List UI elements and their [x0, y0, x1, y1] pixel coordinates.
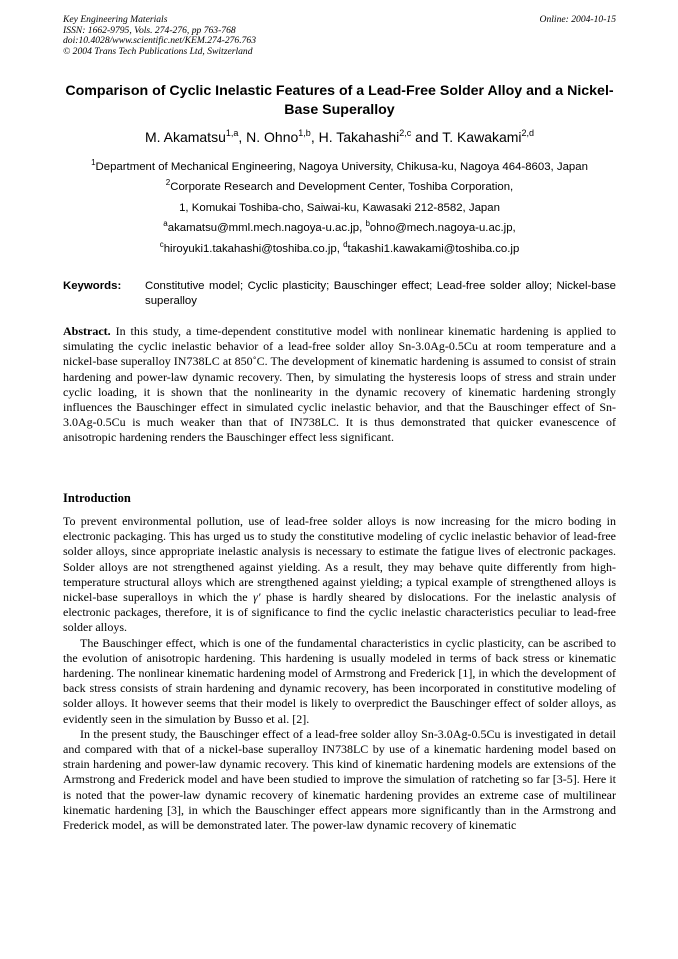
affiliation-mark: 2 [165, 178, 171, 188]
author-name: M. Akamatsu [144, 129, 226, 145]
paragraph-text: To prevent environmental pollution, use of lead-free solder alloys is now increasing for the micro boding in electronic packaging. This has urged us to study the constitutive modeling of cyclic inelastic behavior of lead-free solder alloys, since appropriate inelastic analysis is necessary to estimate the fatigue lives of electronic packages. Solder alloys are not strengthened against yielding. As a result, they may behave quite differently from high-temperature structural alloys which are strengthened against yielding; a typical example of strengthened alloys is nickel-base superalloys in which the [63, 514, 616, 605]
keywords-text: Constitutive model; Cyclic plasticity; Bauschinger effect; Lead-free solder alloy; Nickel-base superalloy [145, 280, 616, 307]
affiliation-1 [63, 157, 616, 177]
author-name: N. Ohno [246, 129, 299, 145]
email-mark: d [343, 239, 348, 249]
email-link[interactable]: akamatsu@mml.mech.nagoya-u.ac.jp, [167, 222, 366, 235]
author-affiliation-mark: 1,b [298, 128, 311, 138]
author-separator: , [238, 129, 247, 145]
affiliation-2 [63, 177, 616, 197]
abstract-label: Abstract. [63, 324, 111, 338]
introduction-heading: Introduction [63, 491, 131, 505]
introduction-body [63, 514, 616, 833]
email-line-2 [63, 239, 616, 259]
author-name: T. Kawakami [442, 129, 522, 145]
doi-line: doi:10.4028/www.scientific.net/KEM.274-276.763 [63, 35, 257, 47]
journal-header [63, 15, 616, 57]
abstract-text: In this study, a time-dependent constitutive model with nonlinear kinematic hardening is applied to simulating the cyclic inelastic behavior of a lead-free solder alloy Sn-3.0Ag-0.5Cu at room temperature and a nickel-base superalloy IN738LC at 850˚C. The development of kinematic hardening is assumed to consist of strain hardening and power-law dynamic recovery. Then, by simulating the hysteresis loops of stress and strain under cyclic loading, it is shown that the nonlinearity in the dynamic recovery of kinematic hardening strongly influences the Bauschinger effect in simulated cyclic inelastic behavior, and that the Bauschinger effect of Sn-3.0Ag-0.5Cu is much weaker than that of IN738LC. It is thus demonstrated that quicker evanescence of anisotropic hardening renders the Bauschinger effect less significant. [63, 324, 616, 445]
author-affiliation-mark: 1,a [225, 128, 239, 138]
affiliations [63, 157, 616, 259]
affiliation-mark: 1 [91, 158, 96, 167]
email-link[interactable]: ohno@mech.nagoya-u.ac.jp, [369, 222, 516, 235]
email-mark: a [163, 219, 168, 229]
author-affiliation-mark: 2,c [399, 128, 412, 138]
email-line-1 [63, 218, 616, 238]
paragraph: In the present study, the Bauschinger effect of a lead-free solder alloy Sn-3.0Ag-0.5Cu is investigated in detail and compared with that of a nickel-base superalloy IN738LC by use of a kinematic hardening model based on strain hardening and power-law dynamic recovery. This kind of kinematic hardening models are extensions of the Armstrong and Frederick model and have been studied to improve the simulation of ratcheting so far [3-5]. Here it is noted that the power-law dynamic recovery of kinematic hardening provides an extreme case of multilinear kinematic hardening [3], in which the Bauschinger effect appears more significantly than in the Armstrong and Frederick model, as will be demonstrated later. The power-law dynamic recovery of kinematic [63, 726, 616, 833]
author-name: H. Takahashi [318, 129, 400, 145]
author-separator: , [310, 129, 319, 145]
email-link[interactable]: hiroyuki1.takahashi@toshiba.co.jp, [163, 242, 344, 255]
issn-line: ISSN: 1662-9795, Vols. 274-276, pp 763-768 [63, 24, 236, 36]
paper-title: Comparison of Cyclic Inelastic Features of a Lead-Free Solder Alloy and a Nickel-Base Superalloy [65, 83, 614, 118]
paragraph [63, 514, 616, 636]
author-separator: and [411, 129, 443, 145]
keywords-label: Keywords: [63, 280, 122, 292]
email-link[interactable]: takashi1.kawakami@toshiba.co.jp [347, 242, 520, 255]
affiliation-2-address: 1, Komukai Toshiba-cho, Saiwai-ku, Kawasaki 212-8582, Japan [179, 201, 500, 214]
online-date: Online: 2004-10-15 [539, 14, 616, 25]
gamma-prime-symbol: γ′ [253, 590, 261, 605]
affiliation-text: Department of Mechanical Engineering, Nagoya University, Chikusa-ku, Nagoya 464-8603, Japan [95, 161, 588, 173]
email-mark: c [159, 239, 164, 249]
paragraph: The Bauschinger effect, which is one of the fundamental characteristics in cyclic plasticity, can be ascribed to the evolution of anisotropic hardening. This hardening is usually modeled in terms of back stress or kinematic hardening. The nonlinear kinematic hardening model of Armstrong and Frederick [1], in which the development of back stress consists of strain hardening and dynamic recovery, has been incorporated in constitutive modeling of solder alloys. It however seems that their model is likely to overpredict the Bauschinger effect of solder alloys, as evidently seen in the simulation by Busso et al. [2]. [63, 635, 616, 726]
affiliation-text: Corporate Research and Development Center, Toshiba Corporation, [170, 181, 514, 194]
copyright-line: © 2004 Trans Tech Publications Ltd, Switzerland [63, 45, 253, 57]
abstract [63, 324, 616, 446]
author-affiliation-mark: 2,d [521, 128, 535, 138]
keywords-block [63, 279, 616, 308]
email-mark: b [365, 219, 370, 229]
paragraph-text: phase is hardly sheared by dislocations. For the inelastic analysis of electronic packages, therefore, it is of significance to find the cyclic inelastic characteristics peculiar to lead-free solder alloys. [63, 590, 616, 635]
author-list [63, 128, 616, 146]
journal-name: Key Engineering Materials [63, 14, 168, 25]
